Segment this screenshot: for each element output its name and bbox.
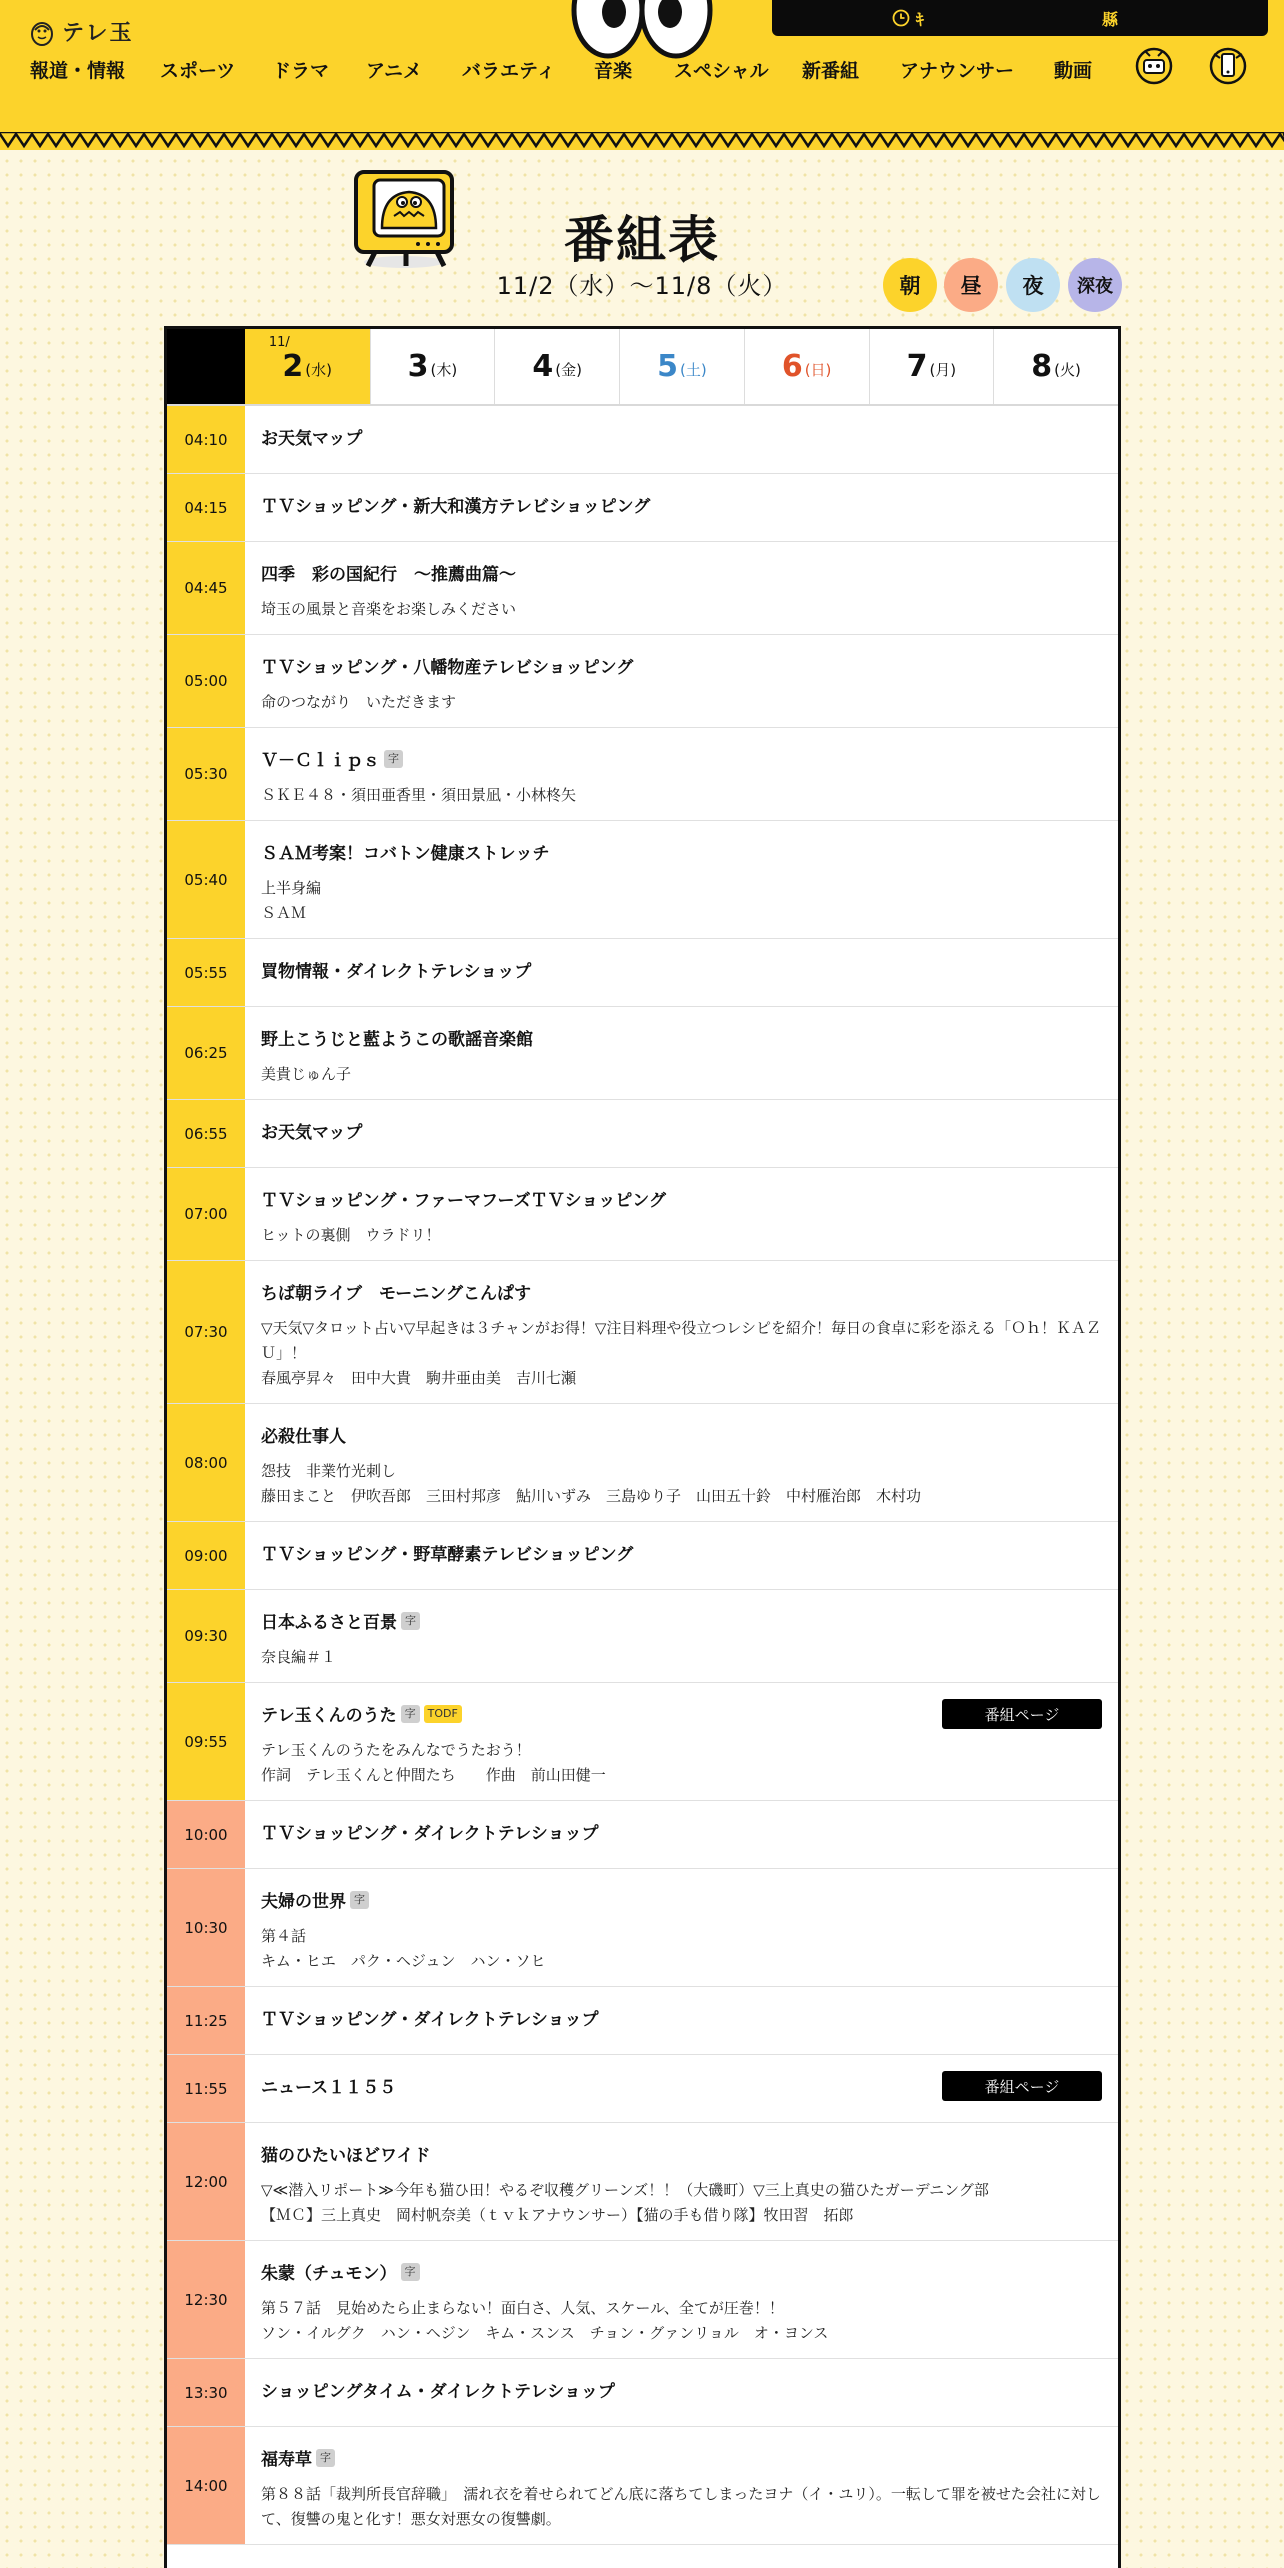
program-title-text: ＴＶショッピング・新大和漢方テレビショッピング (261, 497, 651, 517)
program-title-text: ＴＶショッピング・ダイレクトテレショップ (261, 1824, 599, 1844)
day-tab-8[interactable] (993, 329, 1118, 404)
program-title-text: ＴＶショッピング・ダイレクトテレショップ (261, 2010, 599, 2030)
logo-text: テレ玉 (62, 21, 134, 46)
program-body (245, 2055, 1118, 2122)
subtitle-badge: 字 (316, 2449, 335, 2467)
program-title[interactable] (261, 746, 1102, 771)
day-number: 8 (1031, 349, 1053, 384)
nav-item-4[interactable]: バラエティ (462, 60, 556, 82)
program-title[interactable] (261, 653, 1102, 678)
program-title[interactable] (261, 1025, 1102, 1050)
mascot-eyes-icon (570, 0, 714, 62)
program-title[interactable] (261, 2445, 1102, 2470)
site-header (0, 0, 1284, 150)
time-of-day-button-3[interactable]: 深夜 (1068, 258, 1122, 312)
program-body (245, 1869, 1118, 1986)
program-title-text: お天気マップ (261, 1123, 363, 1143)
program-title[interactable] (261, 1118, 1102, 1143)
program-time: 05:30 (167, 728, 245, 820)
day-weekday: (火) (1054, 361, 1081, 379)
program-title-text: 猫のひたいほどワイド (261, 2146, 431, 2166)
program-description: 第８８話「裁判所長官辞職」 濡れ衣を着せられてどん底に落ちてしまったヨナ（イ・ユリ）。一転して罪を被せた会社に対して、復讐の鬼と化す！悪女対悪女の復讐劇。 (261, 2485, 1101, 2528)
day-weekday: (月) (929, 361, 957, 379)
program-time: 14:00 (167, 2427, 245, 2544)
program-row (167, 1590, 1118, 1683)
day-number: 2 (282, 349, 304, 384)
nav-item-3[interactable]: アニメ (366, 60, 423, 82)
program-title-text: 朱蒙（チュモン） (261, 2264, 397, 2284)
program-time: 05:40 (167, 821, 245, 938)
program-title[interactable] (261, 1887, 1102, 1912)
subtitle-badge: 字 (401, 2263, 420, 2281)
program-title-text: ちば朝ライブ モーニングこんぱす (261, 1284, 531, 1304)
program-body (245, 939, 1118, 1006)
program-row (167, 2123, 1118, 2241)
day-number: 4 (532, 349, 554, 384)
program-body (245, 2241, 1118, 2358)
date-range: 11/2（水）〜11/8（火） (496, 272, 788, 300)
program-description: 上半身編 ＳＡＭ (261, 879, 322, 922)
program-row (167, 1522, 1118, 1590)
nav-item-9[interactable]: 動画 (1054, 60, 1093, 82)
program-grid (164, 326, 1121, 2568)
time-of-day-button-1[interactable]: 昼 (944, 258, 998, 312)
program-time: 08:00 (167, 1404, 245, 1521)
program-time: 13:30 (167, 2359, 245, 2426)
program-description: ▽天気▽タロット占い▽早起きは３チャンがお得！▽注目料理や役立つレシピを紹介！毎日の食卓に彩を添える「Ｏｈ！ＫＡＺＵ」！ 春風亭昇々 田中大貴 駒井亜由美 吉川七瀬 (261, 1319, 1102, 1387)
program-title-text: 福寿草 (261, 2450, 312, 2470)
day-tab-2[interactable] (245, 329, 370, 404)
day-number: 7 (906, 349, 928, 384)
nav-item-8[interactable]: アナウンサー (900, 60, 1015, 82)
program-description: ＳＫＥ４８・須田亜香里・須田景凪・小林柊矢 (261, 786, 577, 804)
program-row (167, 1168, 1118, 1261)
program-title-text: 買物情報・ダイレクトテレショップ (261, 962, 532, 982)
program-time: 04:45 (167, 542, 245, 634)
day-tab-5[interactable] (619, 329, 744, 404)
program-row (167, 1404, 1118, 1522)
program-description: 第４話 キム・ヒエ パク・ヘジュン ハン・ソヒ (261, 1927, 546, 1970)
day-weekday: (水) (305, 361, 332, 379)
program-row (167, 1683, 1118, 1801)
program-body (245, 2123, 1118, 2240)
program-body (245, 821, 1118, 938)
program-body (245, 1404, 1118, 1521)
program-description: ヒットの裏側 ウラドリ！ (261, 1226, 441, 1244)
program-body (245, 1683, 1118, 1800)
program-row (167, 406, 1118, 474)
program-time: 09:30 (167, 1590, 245, 1682)
nav-item-1[interactable]: スポーツ (160, 60, 236, 82)
program-title[interactable] (261, 2005, 1102, 2030)
topbar-left-text: ｷ (916, 9, 925, 29)
day-tab-4[interactable] (494, 329, 619, 404)
program-title-text: ニュース１１５５ (261, 2078, 397, 2098)
program-row (167, 1987, 1118, 2055)
tv-mascot-icon (352, 166, 462, 272)
program-title[interactable] (261, 1608, 1102, 1633)
program-body (245, 474, 1118, 541)
program-body (245, 1987, 1118, 2054)
program-body (245, 542, 1118, 634)
program-title-text: 四季 彩の国紀行 ～推薦曲篇～ (261, 565, 516, 585)
program-body (245, 1801, 1118, 1868)
program-description: 美貴じゅん子 (261, 1065, 352, 1083)
time-of-day-button-0[interactable]: 朝 (883, 258, 937, 312)
nav-item-5[interactable]: 音楽 (594, 60, 633, 82)
program-body (245, 1168, 1118, 1260)
program-time: 07:30 (167, 1261, 245, 1403)
program-title[interactable] (261, 957, 1102, 982)
program-time: 10:00 (167, 1801, 245, 1868)
program-time: 11:55 (167, 2055, 245, 2122)
program-description: テレ玉くんのうたをみんなでうたおう！ 作詞 テレ玉くんと仲間たち 作曲 前山田健一 (261, 1741, 606, 1784)
program-time: 06:55 (167, 1100, 245, 1167)
mascot-badge-icon[interactable] (1134, 42, 1174, 86)
top-utility-bar (772, 0, 1268, 36)
program-body (245, 2427, 1118, 2544)
program-title-text: 野上こうじと藍ようこの歌謡音楽館 (261, 1030, 533, 1050)
grid-corner (167, 329, 245, 404)
program-title[interactable] (261, 560, 1102, 585)
program-title[interactable] (261, 2141, 1102, 2166)
subtitle-badge: 字 (401, 1705, 420, 1723)
program-title-text: 必殺仕事人 (261, 1427, 346, 1447)
program-title[interactable] (261, 492, 1102, 517)
nav-item-7[interactable]: 新番組 (802, 60, 860, 82)
program-page-button[interactable]: 番組ページ (942, 1699, 1102, 1729)
program-time: 04:10 (167, 406, 245, 473)
mascot-logo-icon (30, 18, 54, 46)
program-time: 10:30 (167, 1869, 245, 1986)
program-title[interactable] (261, 1186, 1102, 1211)
program-row (167, 1869, 1118, 1987)
program-title-text: ＴＶショッピング・野草酵素テレビショッピング (261, 1545, 634, 1565)
program-description: 怨技 非業竹光刺し 藤田まこと 伊吹吾郎 三田村邦彦 鮎川いずみ 三島ゆり子 山田五十鈴 中村雁治郎 木村功 (261, 1462, 922, 1505)
subtitle-badge: 字 (384, 750, 403, 768)
day-month-label: 11/ (268, 335, 290, 350)
day-weekday: (金) (555, 361, 582, 379)
day-tab-3[interactable] (370, 329, 495, 404)
day-weekday: (土) (679, 361, 707, 379)
program-title[interactable] (261, 1422, 1102, 1447)
nav-item-6[interactable]: スペシャル (674, 60, 769, 82)
program-list (167, 406, 1118, 2545)
program-body (245, 635, 1118, 727)
site-logo[interactable] (30, 16, 134, 47)
program-title[interactable] (261, 2377, 1102, 2402)
program-time: 04:15 (167, 474, 245, 541)
program-title-text: ＴＶショッピング・八幡物産テレビショッピング (261, 658, 634, 678)
program-title-text: お天気マップ (261, 429, 363, 449)
program-time: 11:25 (167, 1987, 245, 2054)
program-description: ▽≪潜入リポート≫今年も猫ひ田！やるぞ収穫グリーンズ！！（大磯町）▽三上真史の猫ひたガーデニング部 【ＭＣ】三上真史 岡村帆奈美（ｔｖｋアナウンサー）【猫の手も借り隊】牧田習 拓郎 (261, 2181, 989, 2224)
program-time: 05:00 (167, 635, 245, 727)
nav-item-2[interactable]: ドラマ (272, 60, 330, 82)
program-description: 奈良編＃１ (261, 1648, 337, 1666)
program-row (167, 1801, 1118, 1869)
program-description: 埼玉の風景と音楽をお楽しみください (261, 600, 517, 618)
header-zigzag-edge (0, 132, 1284, 152)
program-time: 09:00 (167, 1522, 245, 1589)
program-body (245, 1590, 1118, 1682)
program-row (167, 1261, 1118, 1404)
program-title[interactable] (261, 2259, 1102, 2284)
program-body (245, 1100, 1118, 1167)
program-title[interactable] (261, 424, 1102, 449)
app-badge-icon[interactable] (1208, 42, 1248, 86)
program-row (167, 2359, 1118, 2427)
subtitle-badge: 字 (401, 1612, 420, 1630)
program-title[interactable] (261, 1279, 1102, 1304)
program-row (167, 1007, 1118, 1100)
program-description: 第５７話 見始めたら止まらない！面白さ、人気、スケール、全てが圧巻！！ ソン・イルグク ハン・ヘジン キム・スンス チョン・グァンリョル オ・ヨンス (261, 2299, 829, 2342)
day-tab-7[interactable] (869, 329, 994, 404)
day-weekday: (木) (430, 361, 458, 379)
day-tab-6[interactable] (744, 329, 869, 404)
topbar-left[interactable] (892, 7, 924, 30)
program-time: 05:55 (167, 939, 245, 1006)
page-title: 番組表 (564, 211, 720, 269)
program-body (245, 2359, 1118, 2426)
program-title[interactable] (261, 1819, 1102, 1844)
nav-item-0[interactable]: 報道・情報 (30, 60, 126, 82)
program-title-text: ＳＡＭ考案！コバトン健康ストレッチ (261, 844, 550, 864)
program-body (245, 728, 1118, 820)
program-body (245, 1007, 1118, 1099)
day-tabs (167, 329, 1118, 406)
program-row (167, 474, 1118, 542)
time-of-day-button-2[interactable]: 夜 (1006, 258, 1060, 312)
day-weekday: (日) (804, 361, 832, 379)
topbar-right-text[interactable]: 縣 (1101, 9, 1118, 29)
program-time: 12:00 (167, 2123, 245, 2240)
clock-icon (892, 9, 910, 27)
program-row (167, 939, 1118, 1007)
program-title[interactable] (261, 1540, 1102, 1565)
program-row (167, 2427, 1118, 2545)
program-row (167, 2055, 1118, 2123)
program-time: 12:30 (167, 2241, 245, 2358)
program-title-text: 日本ふるさと百景 (261, 1613, 397, 1633)
program-page-button[interactable]: 番組ページ (942, 2071, 1102, 2101)
subtitle-badge: 字 (350, 1891, 369, 1909)
program-title-text: Ｖ－Ｃｌｉｐｓ (261, 751, 380, 771)
program-description: 命のつながり いただきます (261, 693, 457, 711)
program-row (167, 821, 1118, 939)
program-time: 09:55 (167, 1683, 245, 1800)
program-row (167, 635, 1118, 728)
program-row (167, 2241, 1118, 2359)
program-row (167, 542, 1118, 635)
todf-badge: TODF (424, 1705, 462, 1723)
program-time: 06:25 (167, 1007, 245, 1099)
day-number: 6 (781, 349, 803, 384)
program-title-text: ＴＶショッピング・ファーマフーズＴＶショッピング (261, 1191, 666, 1211)
program-row (167, 1100, 1118, 1168)
program-row (167, 728, 1118, 821)
program-title-text: テレ玉くんのうた (261, 1706, 397, 1726)
program-time: 07:00 (167, 1168, 245, 1260)
day-number: 3 (407, 349, 429, 384)
program-body (245, 1522, 1118, 1589)
day-number: 5 (657, 349, 678, 384)
program-title[interactable] (261, 839, 1102, 864)
program-body (245, 1261, 1118, 1403)
program-title-text: ショッピングタイム・ダイレクトテレショップ (261, 2382, 615, 2402)
program-title-text: 夫婦の世界 (261, 1892, 346, 1912)
program-body (245, 406, 1118, 473)
